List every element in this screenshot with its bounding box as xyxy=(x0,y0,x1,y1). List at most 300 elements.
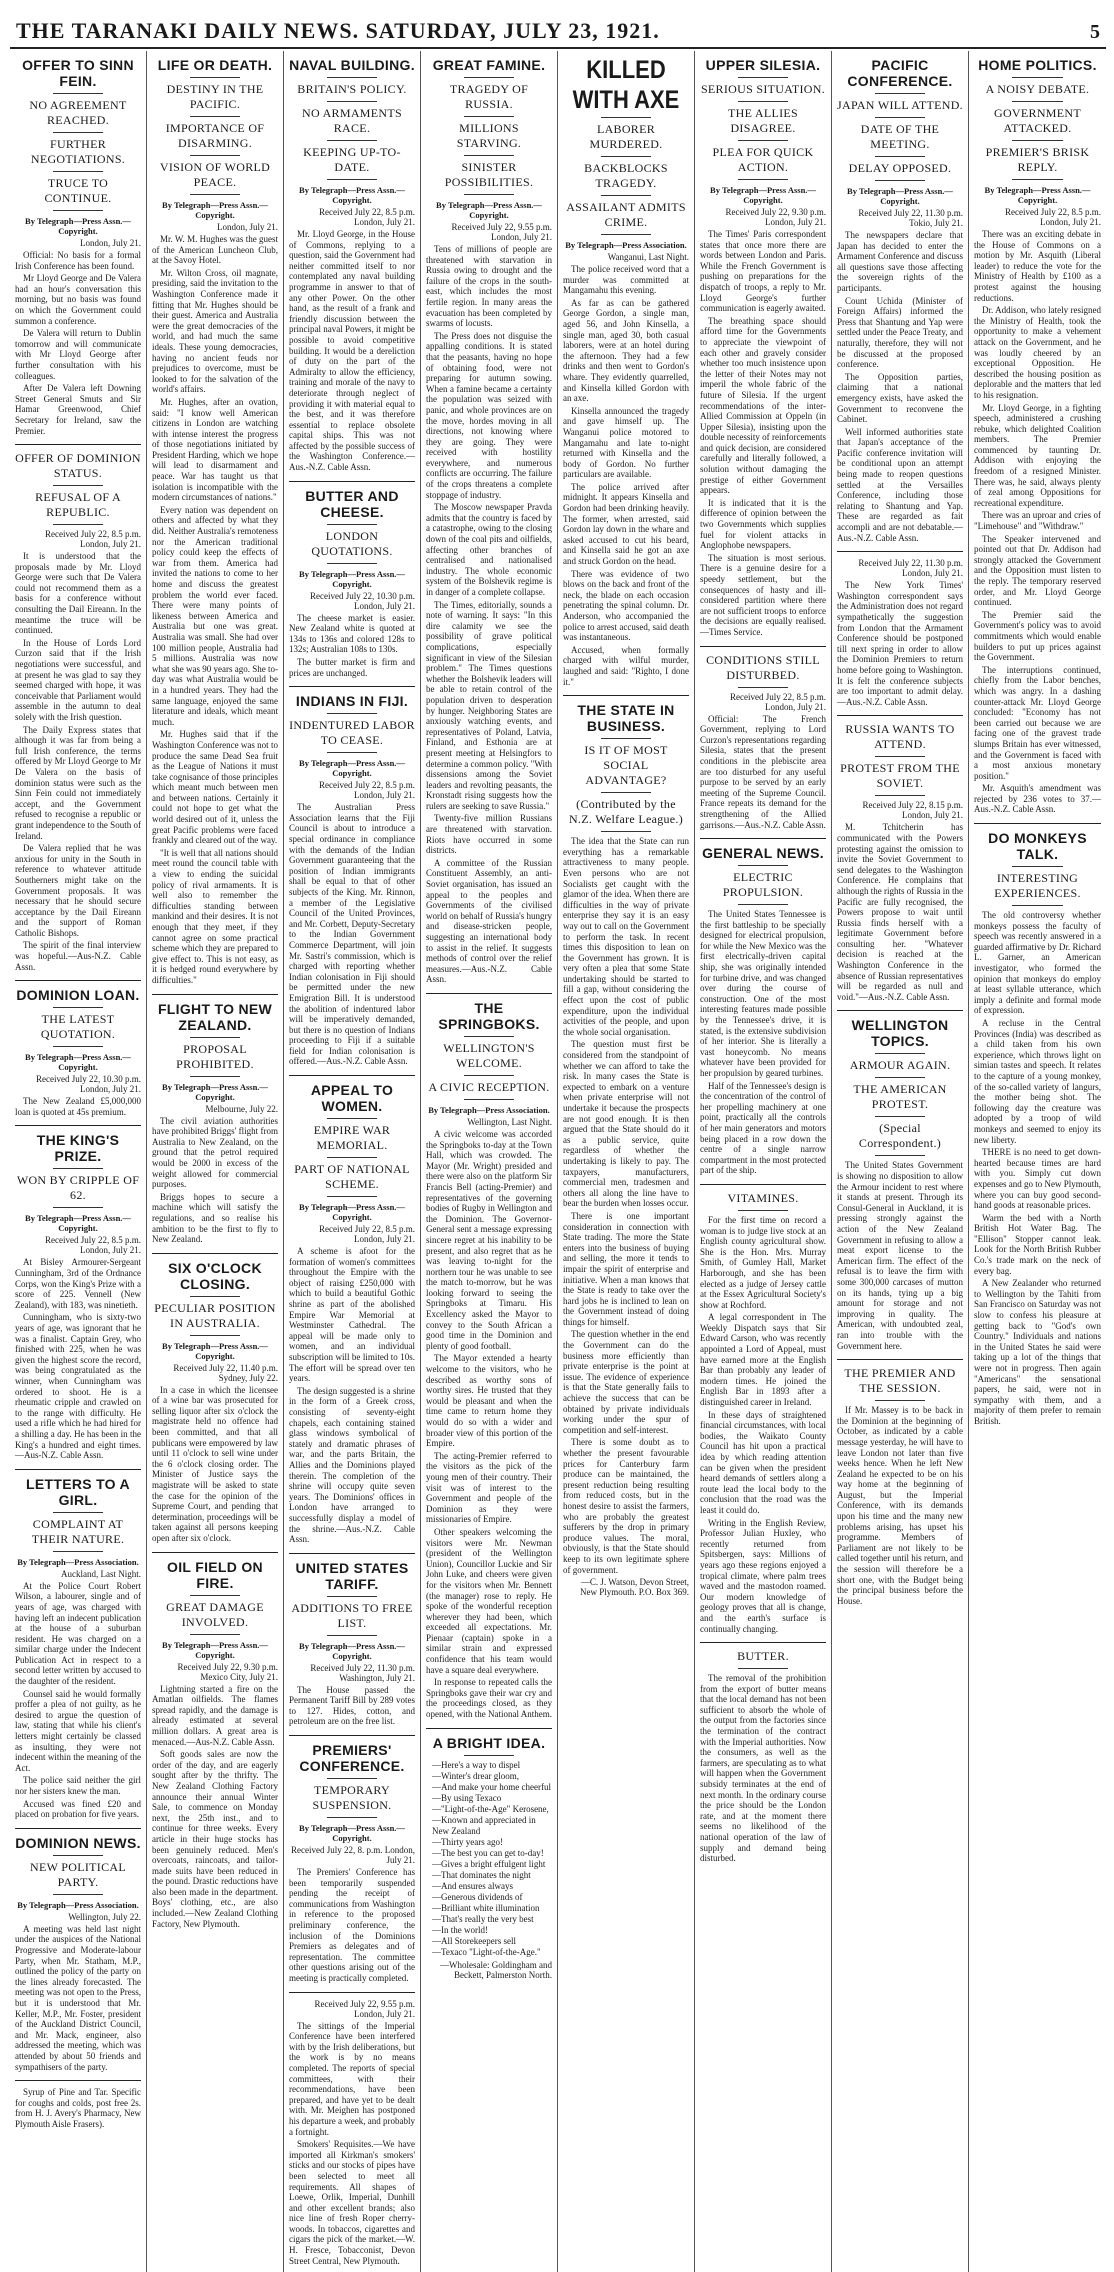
paragraph: In a case in which the licensee of a wine bar was prosecuted for selling liquor after six o'clock the magistrate held no offence had been committed, and that all publicans were empowered by law until 11 o'clock to sell wine under the 6 o'clock closing order. The Minister of Justice says the magistrate will be asked to state the case for the opinion of the Supreme Court, and pending that determination, proceedings will be taken against all persons keeping open after six o'clock. xyxy=(152,1384,278,1543)
subheading-rule xyxy=(1012,140,1063,141)
headline-rule xyxy=(190,1595,240,1596)
subheading-rule xyxy=(190,116,240,117)
byline: By Telegraph—Press Assn.—Copyright. xyxy=(25,1052,131,1073)
paragraph: A recluse in the Central Provinces (India) was described as a child taken from his own experience, which throws light on simian tastes and speech. It relates to the capture of a young monkey, of the so-called variety of langurs, the mother being shot. The following day the creature was adopted by a troop of wild monkeys and seemed to enjoy its new liberty. xyxy=(974,1018,1101,1145)
byline: By Telegraph—Press Assn.—Copyright. xyxy=(847,186,953,206)
advert-signature: —Wholesale: Goldingham and Beckett, Palmerston North. xyxy=(440,1959,552,1980)
article-divider xyxy=(837,715,963,716)
paragraph: Syrup of Pine and Tar. Specific for coughs and colds, post free 2s. from H. J. Avery's Pharmacy, New Plymouth Aisle Frasers). xyxy=(15,2087,141,2129)
article-divider xyxy=(426,993,552,994)
dateline: London, July 21. xyxy=(79,238,141,248)
headline-rule xyxy=(327,1596,377,1597)
paragraph: Well informed authorities state that Japan's acceptance of the Pacific conference invitation will be conditional upon an attempt being made to reopen questions settled at the Versailles Conference, including those relating to Shantung and Yap. These are regarded as fait accompli and are not debatable.—Aus.-N.Z. Cable Assn. xyxy=(837,426,963,543)
subheading-rule xyxy=(190,155,240,156)
article-divider xyxy=(289,1992,415,1993)
verse-line: —Gives a bright effulgent light xyxy=(432,1858,546,1869)
subheading-rule xyxy=(875,1400,925,1401)
paragraph: Official: No basis for a formal Irish Conference has been found. xyxy=(15,250,141,271)
paragraph: After De Valera left Downing Street General Smuts and Sir Hamar Greenwood, Chief Secretary for Ireland, saw the Premier. xyxy=(15,383,141,436)
dateline: Received July 22, 11.30 p.m. Washington, July 21. xyxy=(310,1662,415,1683)
subheading-rule xyxy=(875,117,925,118)
verse-line: —That dominates the night xyxy=(432,1869,531,1880)
paragraph: The removal of the prohibition from the export of butter means that the local demand has not been sufficient to absorb the whole of the output from the factories since the termination of the contract with the Imperial authorities. Now the consumers, as well as the farmers, are speculating as to what will happen when the Government subsidy terminates at the end of next month. In the ordinary course the price should be the London rate, and at the moment there seems no likelihood of the national operation of the law of supply and demand being disturbed. xyxy=(700,1673,826,1864)
paragraph: The police arrived after midnight. It appears Kinsella and Gordon had been drinking heavily. The former, when arrested, said Gordon lay down in the whare and asked accused to cut his beard, and Kinsella said he got an axe and struck Gordon on the head. xyxy=(563,481,689,567)
article xyxy=(426,57,552,994)
headline-rule xyxy=(327,1118,377,1119)
paragraph: If Mr. Massey is to be back in the Dominion at the beginning of October, as indicated by a cable message yesterday, he will have to leave London not later than five weeks hence. When he left New Zealand he expected to be on his way home at the beginning of August, but the Imperial Conference, with its demands upon his time and the many new problems arising, has upset his programme. Members of Parliament are not likely to be called together until his return, and the session will therefore be a short one, with the Budget being the principal business before the House. xyxy=(837,1405,963,1606)
paragraph: The Speaker intervened and pointed out that Dr. Addison had strongly attacked the Government and the Opposition must listen to the reply. The temporary reserved order, and Mr. Lloyd George continued. xyxy=(974,533,1101,608)
paragraph: The Premier said the Government's policy was to avoid commitments which would enable builders to put up prices against the Government. xyxy=(974,609,1101,663)
paragraph: There is some doubt as to whether the present favourable prices for Canterbury farm produce can be maintained, the present reduction being resulting from reduced costs, but in the honest desire to assist the farmers, who are probably the greatest sufferers by the drop in primary produce values. The moral, obviously, is that the State should keep to its own legitimate sphere of government. xyxy=(563,1437,689,1575)
subheading-rule xyxy=(875,1077,925,1078)
subheading-rule xyxy=(327,179,377,180)
headline: BUTTER AND CHEESE. xyxy=(305,487,399,520)
article-divider xyxy=(15,1125,141,1126)
subheading: TRUCE TO CONTINUE. xyxy=(44,176,112,205)
article xyxy=(426,1735,552,1980)
subheading-rule xyxy=(875,180,925,181)
subheading: DELAY OPPOSED. xyxy=(848,161,952,175)
verse-line: —And make your home cheerful xyxy=(432,1781,551,1792)
subheading: INTERESTING EXPERIENCES. xyxy=(994,871,1081,901)
paragraph: Cunningham, who is sixty-two years of age, was ignorant that he was a finalist. Captain Grey, who finished with 225, when he was given the highest score the record, was being congratulated as the winner, when Cunningham was ordered to shoot. He is a rheumatic cripple and crawled on to the range with difficulty. He used a rifle which he had hired for a shilling a day. He has been in the King's a hundred and eight times.—Aus-N.Z. Cable Assn. xyxy=(15,1312,141,1461)
dateline: Wanganui, Last Night. xyxy=(607,252,689,262)
headline-rule xyxy=(53,1512,103,1513)
subheading: WON BY CRIPPLE OF 62. xyxy=(16,1173,140,1203)
subheading-rule xyxy=(53,1894,103,1895)
headline: PACIFIC CONFERENCE. xyxy=(847,57,953,89)
article-divider xyxy=(152,1552,278,1553)
article xyxy=(700,845,826,1185)
paragraph: Mr. Hughes, after an ovation, said: "I know well American citizens in London are watching with intense interest the progress of those negotiations initiated by President Harding, which we hope will lead to disarmament and peace. War has taught us that isolation is incompatible with the modern circumstances of nations." xyxy=(152,396,278,503)
subheading: THE PREMIER AND THE SESSION. xyxy=(844,1366,956,1396)
article xyxy=(152,57,278,995)
paragraph: The Press does not disguise the appalling conditions. It is stated that the peasants, having no hope of obtaining food, were not preparing for autumn sowing. When a famine became a certainty the population was seized with panic, and whole provinces are on the move, hordes moving in all directions, not knowing where they are going. They were received with hostility everywhere, and numerous conflicts are occurring. The failure of the crops threatens a complete stoppage of industry. xyxy=(426,330,552,500)
subheading-rule xyxy=(464,1075,514,1076)
headline: THE KING'S PRIZE. xyxy=(36,1132,120,1165)
subheading-rule xyxy=(464,155,514,156)
article xyxy=(289,488,415,688)
subheading: EMPIRE WAR MEMORIAL. xyxy=(313,1123,391,1153)
headline-rule xyxy=(190,1037,240,1038)
dateline: Received July 22, 8.5 p.m. London, July 21. xyxy=(1005,207,1101,227)
byline: By Telegraph—Press Association. xyxy=(428,1104,550,1115)
subheading: SINISTER POSSIBILITIES. xyxy=(444,160,534,189)
article xyxy=(152,1260,278,1553)
paragraph: Accused was fined £20 and placed on probation for five years. xyxy=(15,1798,141,1820)
subheading: BUTTER. xyxy=(737,1649,789,1664)
paragraph: There was an exciting debate in the House of Commons on a motion by Mr. Asquith (Liberal leader) to reduce the vote for the Ministry of Health by £100 as a protest against the housing reductions. xyxy=(974,229,1101,303)
subheading-rule xyxy=(601,234,651,235)
article xyxy=(837,558,963,716)
verse-line: —All Storekeepers sell xyxy=(432,1935,516,1946)
paragraph: In these days of straightened financial circumstances, with local bodies, the Waikato County Council has hit upon a practical idea by which reading attention can be given when the president heard demands of settlers along a route lead the local body to the conclusion that the road was the least it could do. xyxy=(700,1409,826,1515)
dateline: Received July 22, 9.30 p.m. Mexico City, July 21. xyxy=(177,1661,278,1682)
subheading-rule xyxy=(738,1210,788,1211)
article xyxy=(426,1000,552,1729)
subheading-rule xyxy=(53,171,103,172)
subheading: IMPORTANCE OF DISARMING. xyxy=(165,121,265,150)
subheading-rule xyxy=(601,156,651,157)
verse-line: —Here's a way to dispel xyxy=(432,1759,521,1770)
headline-rule xyxy=(601,738,651,739)
headline-rule xyxy=(190,1296,240,1297)
subheading: PECULIAR POSITION IN AUSTRALIA. xyxy=(154,1300,276,1330)
column-8 xyxy=(969,51,1106,2272)
paragraph: The Mayor extended a hearty welcome to the visitors, who he described as worthy sons of worthy sires. He trusted that they would be pleasant and when the time came to return home they would do so with a wider and broader view of this portion of the Empire. xyxy=(426,1353,552,1449)
headline: UPPER SILESIA. xyxy=(705,57,821,73)
article xyxy=(700,1649,826,1864)
subheading: VITAMINES. xyxy=(727,1190,799,1205)
paragraph: The butter market is firm and prices are unchanged. xyxy=(289,657,415,678)
paragraph: "It is well that all nations should meet round the council table with a view to ending the suicidal policy of rival armaments. It is well also to remember the difficulties standing between mankind and their desires. It is not enough that they meet, if they cannot agree on some practical scheme which they are prepared to give effect to. This is not easy, as it is hedged round everywhere by difficulties." xyxy=(152,847,278,985)
paragraph: M. Tchitcherin has communicated with the Powers protesting against the omission to invite the Soviet Government to send delegates to the Washington Conference. He complains that although the rights of Russia in the Pacific are fully recognised, the Powers propose to wait until Russia finds herself with a legitimate Government before consulting her. "Whatever decision is reached at the Washington Conference in the absence of Russian representatives will be regarded as null and void."—Aus.-N.Z. Cable Assn. xyxy=(837,822,963,1002)
subheading: PROPOSAL PROHIBITED. xyxy=(176,1041,254,1071)
verse-line: —Thirty years ago! xyxy=(432,1836,503,1847)
headline: OFFER TO SINN FEIN. xyxy=(22,57,134,89)
paragraph: Count Uchida (Minister of Foreign Affairs) informed the Press that Shantung and Yap were settled under the Peace Treaty, and naturally, therefore, they will not be discussed at the proposed conference. xyxy=(837,295,963,370)
byline: By Telegraph—Press Assn.—Copyright. xyxy=(984,185,1091,205)
paragraph: A civic welcome was accorded the Springboks to-day at the Town Hall, which was crowded. The Mayor (Mr. Wright) presided and there were also on the platform Sir Francis Bell (acting-Premier) and representatives of the governing bodies of Rugby in Wellington and the Dominion. The Governor-General sent a message expressing sincere regret at his inability to be present, and also regret that as he was leaving to-night for the northern tour he was unable to see the match to-morrow, but he was looking forward to seeing the Springboks at Timaru. His Excellency asked the Mayor to convey to the South African a good time in the Dominion and plenty of good football. xyxy=(426,1128,552,1351)
subheading-rule xyxy=(327,563,377,564)
article xyxy=(563,55,689,696)
column-7 xyxy=(832,51,969,2272)
headline-rule xyxy=(53,93,103,94)
article-divider xyxy=(15,444,141,445)
dateline: Auckland, Last Night. xyxy=(61,1568,141,1579)
subheading-rule xyxy=(190,194,240,195)
byline: By Telegraph—Press Assn.—Copyright. xyxy=(436,200,542,220)
headline-rule xyxy=(875,93,925,94)
subheading: WELLINGTON'S WELCOME. xyxy=(443,1040,535,1070)
dateline: Received July 22, 8.5 p.m. London, July 21. xyxy=(319,1224,415,1245)
subheading: TEMPORARY SUSPENSION. xyxy=(312,1783,392,1813)
paragraph: The Opposition parties, claiming that a national emergency exists, have asked the Government to reconvene the Cabinet. xyxy=(837,371,963,425)
dateline: Wellington, Last Night. xyxy=(467,1116,552,1127)
paragraph: The acting-Premier referred to the visitors as the pick of the young men of their country. Their visit was of interest to the Government and people of the Dominion as they were missionaries of Empire. xyxy=(426,1450,552,1525)
article-divider xyxy=(15,980,141,981)
dateline: Received July 22, 11.30 p.m. Tokio, July 21. xyxy=(858,208,963,228)
paragraph: It is indicated that it is the difference of opinion between the two Governments which supplies fuel for violent attacks in Anglophobe newspapers. xyxy=(700,497,826,551)
subheading: NO AGREEMENT REACHED. xyxy=(29,98,127,127)
article-divider xyxy=(289,686,415,687)
subheading-rule xyxy=(190,1634,240,1635)
paragraph: The spirit of the final interview was hopeful.—Aus-N.Z. Cable Assn. xyxy=(15,940,141,972)
headline-rule xyxy=(738,865,788,866)
article-divider xyxy=(974,823,1101,824)
headline-rule xyxy=(53,1855,103,1856)
paragraph: A scheme is afoot for the formation of women's committees throughout the Empire with the object of raising £250,000 with which to build a beautiful Gothic shrine as part of the abolished Empire War Memorial at Westminster Cathedral. The appeal will be made only to women, and an individual subscription will be limited to 10s. The effort will be spread over ten years. xyxy=(289,1246,415,1384)
subheading: COMPLAINT AT THEIR NATURE. xyxy=(31,1516,125,1546)
paragraph: Mr. Asquith's amendment was rejected by 236 votes to 37.—Aus.-N.Z. Cable Assn. xyxy=(974,783,1101,815)
dateline: Received July 22, 9.30 p.m. London, July 21. xyxy=(725,207,826,227)
paragraph: THERE is no need to get down-hearted because times are hard with you. Simply cut down expenses and go to New Plymouth, where you can buy good second-hand goods at reasonable prices. xyxy=(974,1147,1101,1211)
paragraph: The Moscow newspaper Pravda admits that the country is faced by a catastrophe, owing to the closing down of the coal pits and oilfields, affecting other branches of centralised and nationalised industry. The whole economic system of the Bolshevik regime is in danger of a complete collapse. xyxy=(426,502,552,597)
paragraph: The police said neither the girl nor her sisters knew the man. xyxy=(15,1775,141,1796)
paragraph: There was evidence of two blows on the back and front of the neck, the blade on each occasion penetrating the spinal column. Dr. Anderson, who accompanied the police to arrest accused, said death was instantaneous. xyxy=(563,568,689,643)
paragraph: There is one important consideration in connection with State trading. The more the State enters into the business of buying and selling, the more it tends to impair the spirit of enterprise and initiative. When a man knows that the State is ready to take over the hard jobs he is inclined to lean on the Government instead of doing things for himself. xyxy=(563,1210,689,1327)
subheading-rule xyxy=(190,1076,240,1077)
headline: HOME POLITICS. xyxy=(978,57,1097,73)
paragraph: Warm the bed with a North British Hot Water Bag. The "Ellison" Stopper cannot leak. Look for the North British Rubber Co.'s trade mark on the neck of every bag. xyxy=(974,1212,1101,1276)
paragraph: Dr. Addison, who lately resigned the Ministry of Health, took the opportunity to make a vehement attack on the Government, and he was loudly cheered by an exceptional Opposition. He described the housing position as deplorable and the matters that led to his resignation. xyxy=(974,305,1101,400)
paragraph: A legal correspondent in The Weekly Dispatch says that Sir Edward Carson, who was recently appointed a Lord of Appeal, must have earned more at the English Bar than probably any leader of modern times. He joined the English Bar in 1893 after a distinguished career in Ireland. xyxy=(700,1312,826,1408)
article xyxy=(700,1191,826,1643)
subheading: A NOISY DEBATE. xyxy=(985,82,1090,96)
paragraph: The New York Times' Washington correspondent says the Administration does not regard sympathetically the suggestion from London that the Armament Conference should be postponed till next spring in order to allow the Dominion Premiers to return home before going to Washington. It is felt the conference subjects are too important to admit delay.—Aus.-N.Z. Cable Assn. xyxy=(837,580,963,707)
subheading-rule xyxy=(53,524,103,525)
subheading-rule xyxy=(53,485,103,486)
subheading: DESTINY IN THE PACIFIC. xyxy=(166,82,264,111)
subheading: CONDITIONS STILL DISTURBED. xyxy=(706,652,820,682)
article xyxy=(15,987,141,1126)
subheading-rule xyxy=(190,1335,240,1336)
headline: SIX O'CLOCK CLOSING. xyxy=(168,1259,262,1292)
dateline: Received July 22, 11.30 p.m. London, July 21. xyxy=(858,558,963,579)
subheading: (Contributed by the N.Z. Welfare League.) xyxy=(568,797,684,827)
byline: By Telegraph—Press Association. xyxy=(17,1556,139,1567)
column-1 xyxy=(10,51,147,2272)
verse-line: —Brilliant white illumination xyxy=(432,1902,540,1913)
subheading: THE LATEST QUOTATION. xyxy=(40,1012,116,1042)
subheading: PLEA FOR QUICK ACTION. xyxy=(712,145,814,174)
subheading: MILLIONS STARVING. xyxy=(456,121,522,150)
paragraph: Mr. Wilton Cross, oil magnate, presiding, said the invitation to the Washington Conference made it fitting that Mr. Hughes should be their guest. America and Australia were the great democracies of the world, and had much the same ideals. These young democracies, having no ancient feuds nor prejudices to overcome, must be looked to for the salvation of the world's affairs. xyxy=(152,267,278,395)
article-divider xyxy=(289,1075,415,1076)
subheading: FURTHER NEGOTIATIONS. xyxy=(30,137,126,166)
headline: LIFE OR DEATH. xyxy=(157,57,273,73)
subheading-rule xyxy=(1012,101,1063,102)
column-6 xyxy=(695,51,832,2272)
article-divider xyxy=(289,1553,415,1554)
headline: GENERAL NEWS. xyxy=(702,845,824,862)
paragraph: Writing in the English Review, Professor Julian Huxley, who recently returned from Spitsbergen, says: Millions of years ago these regions enjoyed a tropical climate, where palm trees waved and the mastodon roamed. Our modern knowledge of geology proves that all is change, and the earth's surface is continually changing. xyxy=(700,1517,826,1634)
paragraph: A meeting was held last night under the auspices of the National Progressive and Moderate-labour Party, when Mr. Statham, M.P., outlined the policy of the party on the lines already forecasted. The meeting was not open to the Press, but it is understood that Mr. Keller, M.P., Mr. Foster, president of the Auckland District Council, and Mr. Mack, engineer, also addressed the meeting, which was attended by about 50 friends and sympathisers of the party. xyxy=(15,1923,141,2072)
headline-rule xyxy=(1012,77,1063,78)
dateline: Received July 22, 8.5 p.m. London, July 21. xyxy=(730,691,826,712)
article xyxy=(15,57,141,445)
verse-line: —Known and appreciated in New Zealand xyxy=(432,1814,536,1836)
byline: By Telegraph—Press Association. xyxy=(17,1899,139,1910)
article xyxy=(289,1999,415,2267)
subheading-rule xyxy=(53,132,103,133)
paragraph: Lightning started a fire on the Amatlan oilfields. The flames spread rapidly, and the damage is already estimated at several million dollars. A great area is menaced.—Aus-N.Z. Cable Assn. xyxy=(152,1683,278,1747)
headline: WELLINGTON TOPICS. xyxy=(851,1017,949,1050)
subheading: NO ARMAMENTS RACE. xyxy=(302,106,402,135)
paragraph: Mr. Hughes said that if the Washington Conference was not to produce the same Dead Sea fruit as the League of Nations it must take cognisance of those principles which meant much between men and between nations. Certainly it could not hope to get what the world desired out of it, unless the great Pacific problems were faced frankly and cleared out of the way. xyxy=(152,729,278,846)
subheading-rule xyxy=(327,1817,377,1818)
verse-line: —Texaco "Light-of-the-Age." xyxy=(432,1946,541,1957)
paragraph: The Daily Express states that although it was far from being a full Irish conference, the terms offered by Mr Lloyd George to Mr De Valera on the basis of dominion status were such as the Sinn Fein could not immediately accept, and the Government refused to recognise a republic or grant independence to the South of Ireland. xyxy=(15,724,141,841)
page-number: 5 xyxy=(1090,21,1100,43)
subheading: BACKBLOCKS TRAGEDY. xyxy=(584,161,668,190)
subheading: INDENTURED LABOR TO CEASE. xyxy=(289,718,415,748)
paragraph: Tens of millions of people are threatened with starvation in Russia owing to drought and the failure of the crops in the south-east, which includes the most fertile region. In many areas the evacuation has been completed by swarms of locusts. xyxy=(426,244,552,329)
byline: By Telegraph—Press Assn.—Copyright. xyxy=(299,1823,405,1844)
subheading: TRAGEDY OF RUSSIA. xyxy=(449,82,529,111)
headline-rule xyxy=(875,1053,925,1054)
subheading-rule xyxy=(738,687,788,688)
subheading: LABORER MURDERED. xyxy=(589,122,663,151)
headline: PREMIERS' CONFERENCE. xyxy=(299,1742,405,1775)
paragraph: Mr. Lloyd George, in the House of Commons, replying to a question, said the Government had neither committed itself to nor contemplated any naval building programme in answer to that of any other Power. On the other hand, as the result of a frank and friendly discussion between the principal naval Powers, it might be possible to avoid competitive building. It would be a dereliction of duty on the part of the Admiralty to allow the efficiency, training and morale of the navy to deteriorate through neglect of providing it with material equal to the best, and it was therefore essential to replace obsolete capital ships. This was not affected by the possible success of the Washington Conference.—Aus.-N.Z. Cable Assn. xyxy=(289,229,415,473)
article-divider xyxy=(152,1253,278,1254)
headline-rule xyxy=(53,1007,103,1008)
advert-verse xyxy=(432,1760,552,1958)
headline: OIL FIELD ON FIRE. xyxy=(167,1558,263,1591)
subheading-rule xyxy=(327,140,377,141)
article xyxy=(15,1476,141,1829)
paragraph: Accused, when formally charged with wilful murder, laughed and said: "Righto, I done it." xyxy=(563,644,689,687)
subheading-rule xyxy=(464,194,514,195)
subheading: JAPAN WILL ATTEND. xyxy=(837,98,963,112)
subheading-rule xyxy=(327,101,377,102)
paragraph: The cheese market is easier. New Zealand white is quoted at 134s to 136s and colored 128s to 132s; Australian 108s to 130s. xyxy=(289,612,415,655)
headline: NAVAL BUILDING. xyxy=(289,57,415,73)
subheading-rule xyxy=(327,1196,377,1197)
paragraph: The United States Government is showing no disposition to allow the Armour incident to rest where it stands at present. Through its Consul-General in Auckland, it is pressing strongly against the action of the New Zealand Government in refusing to allow a meat export license to the American firm. The effect of the refusal is to leave the firm with some 300,000 carcases of mutton on its hands, tying up a big amount for storage and not improving in quality. The American, with undoubted zeal, ran into trouble with the Government here. xyxy=(837,1160,963,1351)
verse-line: —Generous dividends of xyxy=(432,1891,523,1902)
byline: By Telegraph—Press Assn.—Copyright. xyxy=(299,568,405,589)
columns-grid xyxy=(10,51,1106,2266)
subheading: ARMOUR AGAIN. xyxy=(849,1058,951,1073)
byline: By Telegraph—Press Association. xyxy=(565,240,687,250)
dateline: Received July 22, 10.30 p.m. London, July 21. xyxy=(310,590,415,611)
subheading-rule xyxy=(875,1116,925,1117)
paragraph: The civil aviation authorities have prohibited Briggs' flight from Australia to New Zealand, on the ground that the petrol required would be 2000 in excess of the weight allowed for commercial purposes. xyxy=(152,1115,278,1190)
paragraph: The police received word that a murder was committed at Mangamahu this evening. xyxy=(563,264,689,296)
paragraph: The interruptions continued, chiefly from the Labor benches, which was angry. In a dashing counter-attack Mr. Lloyd George concluded: "Economy has not been carried out because we are facing one of the gravest trade slumps Britain has ever witnessed, and the Government is faced with a most anxious monetary position." xyxy=(974,664,1101,781)
byline: By Telegraph—Press Assn.—Copyright. xyxy=(25,1213,131,1234)
headline: UNITED STATES TARIFF. xyxy=(295,1559,409,1592)
verse-line: —That's really the very best xyxy=(432,1913,534,1924)
paragraph: Half of the Tennessee's design is the concentration of the control of her propelling machinery at one point, practically all the controls of her main generators and motors being placed in a row down the centre of a single narrow compartment in the most protected part of the ship. xyxy=(700,1080,826,1176)
verse-line: —By using Texaco xyxy=(432,1792,502,1803)
article xyxy=(837,57,963,552)
headline: THE SPRINGBOKS. xyxy=(438,999,540,1032)
subheading-rule xyxy=(875,156,925,157)
subheading-rule xyxy=(327,1635,377,1636)
headline-rule xyxy=(601,117,651,118)
headline-rule xyxy=(327,77,377,78)
dateline: Received July 22, 9.55 p.m. London, July 21. xyxy=(451,222,552,242)
headline: INDIANS IN FIJI. xyxy=(295,693,409,710)
paragraph: At Bisley Armourer-Sergeant Cunningham, 3rd of the Ordnance Corps, won the King's Prize with a score of 225. Vennell (New Zealand), with 183, was ninetieth. xyxy=(15,1257,141,1310)
subheading: KEEPING UP-TO-DATE. xyxy=(303,145,401,174)
paragraph: At the Police Court Robert Wilson, a labourer, single and of years of age, was charged with having left an indecent publication at the house of a suburban resident. He was charged on a similar charge under the Indecent Publication Act in respect to a second letter written by accused to the daughter of the resident. xyxy=(15,1580,141,1687)
subheading-rule xyxy=(464,1099,514,1100)
paragraph: Counsel said he would formally proffer a plea of not guilty, as he desired to argue the question of law, stating that while his client's letters might certainly be classed as insulting, they were not indecent within the meaning of the Act. xyxy=(15,1688,141,1773)
headline-rule xyxy=(327,524,377,525)
dateline: Received July 22, 10.30 p.m. London, July 21. xyxy=(36,1074,141,1095)
subheading: IS IT OF MOST SOCIAL ADVANTAGE? xyxy=(584,743,668,788)
paragraph: Other speakers welcoming the visitors were Mr. Newman (president of the Wellington Union), Councillor Luckie and Sir John Luke, and cheers were given for the visitors when Mr. Bennett (the manager) rose to reply. He spoke of the wonderful reception wherever they had been, which exceeded all expectations. Mr. Pienaar (captain) spoke in a similar strain and expressed confidence that his team would have a square deal everywhere. xyxy=(426,1526,552,1675)
paragraph: For the first time on record a woman is to judge live stock at an English county agricultural show. She is the Hon. Mrs. Murray Smith, of Gumley Hall, Market Harborough, and she has been elected as a judge of Jersey cattle at the Essex Agricultural Society's show at Rochford. xyxy=(700,1214,826,1310)
subheading: ASSAILANT ADMITS CRIME. xyxy=(566,200,686,229)
subheading-rule xyxy=(738,1668,788,1669)
paragraph: The Australian Press Association learns that the Fiji Council is about to introduce a special ordinance in compliance with the demands of the Indian Government guaranteeing that the position of Indian immigrants shall be equal to that of other subjects of the King. Mr. Rinnon, a member of the Legislative Council of the United Provinces, and Mr. Corbett, Deputy-Secretary to the Indian Government Commerce Department, will join Mr. Sastri's commission, which is charged with reporting whether Indian colonisation in Fiji should be permitted under the new Emigration Bill. It is understood the abolition of indentured labor will be imperatively demanded, but there is no question of Indians proceeding to Fiji if a suitable field for Indian colonisation is offered.—Aus.-N.Z. Cable Assn. xyxy=(289,802,415,1067)
article xyxy=(974,57,1101,824)
subheading: PROTEST FROM THE SOVIET. xyxy=(840,761,960,791)
headline-rule xyxy=(464,77,514,78)
dateline: Received July 22, 9.55 p.m. London, July 21. xyxy=(314,1998,415,2019)
dateline: Melbourne, July 22. xyxy=(205,1103,278,1114)
dateline: Received July 22, 8.5 p.m. London, July 21. xyxy=(319,207,415,227)
dateline: Wellington, July 22. xyxy=(68,1911,141,1922)
advert-signature: —C. J. Watson, Devon Street, New Plymouth. P.O. Box 369. xyxy=(579,1577,689,1598)
byline: By Telegraph—Press Assn.—Copyright. xyxy=(299,1640,405,1661)
byline: By Telegraph—Press Assn.—Copyright. xyxy=(299,1202,405,1223)
byline: By Telegraph—Press Assn.—Copyright. xyxy=(162,1340,268,1361)
verse-line: —And ensures always xyxy=(432,1880,513,1891)
paragraph: The New Zealand £5,000,000 loan is quoted at 45s premium. xyxy=(15,1096,141,1117)
dateline: Received July 22, 8.5 p.m. London, July 21. xyxy=(45,1235,141,1256)
paragraph: Briggs hopes to secure a machine which will satisfy the regulations, and so realise his ambition to be the first to fly to New Zealand. xyxy=(152,1191,278,1245)
article-divider xyxy=(426,1728,552,1729)
subheading: REFUSAL OF A REPUBLIC. xyxy=(35,490,121,520)
headline-rule xyxy=(190,77,240,78)
paragraph: The Times, editorially, sounds a note of warning. It says: "In this dire calamity we see the possibility of grave political complications, especially significant in view of the Silesian problem." The Times questions whether the Bolshevik leaders will be able to retain control of the population driven to desperation by hunger. Neighboring States are anxiously watching events, and representatives of Poland, Latvia, Finland, and Esthonia are at present meeting at Helsingfors to determine a common policy. "With dissensions among the Soviet leaders and revolting peasants, the Kronstadt rising suggests how the rulers are seeking to save Russia." xyxy=(426,599,552,811)
subheading-rule xyxy=(738,140,788,141)
paragraph: A committee of the Russian Constituent Assembly, an anti-Soviet organisation, has issued an appeal to the peoples and Governments of the civilised world on behalf of Russia's hungry and disease-stricken people, suggesting an international body to assist in the relief. It suggests methods of control over the relief measures.—Aus.-N.Z. Cable Assn. xyxy=(426,857,552,985)
byline: By Telegraph—Press Assn.—Copyright. xyxy=(25,216,131,236)
subheading-rule xyxy=(875,795,925,796)
headline-rule xyxy=(464,1036,514,1037)
article-divider xyxy=(152,994,278,995)
paragraph: There was an uproar and cries of "Limehouse" and "Withdraw." xyxy=(974,510,1101,532)
article xyxy=(974,830,1101,1427)
subheading: THE AMERICAN PROTEST. xyxy=(853,1082,947,1112)
headline: KILLED WITH AXE xyxy=(572,55,680,114)
article-divider xyxy=(700,1642,826,1643)
masthead-title: THE TARANAKI DAILY NEWS. SATURDAY, JULY 23, 1921. xyxy=(16,18,660,43)
subheading: (Special Correspondent.) xyxy=(858,1121,942,1151)
headline-rule xyxy=(738,77,788,78)
article-divider xyxy=(837,1010,963,1011)
headline-rule xyxy=(464,1755,514,1756)
paragraph: The design suggested is a shrine in the form of a Greek cross, consisting of seventy-eight chapels, each containing stained glass windows symbolical of stately and dramatic phrases of war, and the parts Britain, the Allies and the Dominions played therein. The completion of the shrine will occupy quite seven years. The Dominions' offices in London have arranged to successfully display a model of the shrine.—Aus.-N.Z. Cable Assn. xyxy=(289,1385,415,1545)
masthead xyxy=(10,18,1106,49)
paragraph: De Valera replied that he was anxious for unity in the South in reference to whatever attitude Southerners might take on the Government proposals. It was necessary that he should secure acceptance by the Dail Eireann and the support of Roman Catholic Bishops. xyxy=(15,843,141,938)
article xyxy=(837,1366,963,1606)
paragraph: The idea that the State can run everything has a remarkable attractiveness to many people. Even persons who are not Socialists get caught with the glamor of the idea. When there are difficulties in the way of private enterprise they say it is an easy way out to call on the Government to perform the task. In recent times this disposition to lean on the Government has grown. It is very often a plea that some State undertaking should be started to fill a gap, without considering the effect upon the cost of public expenditure, upon the individual activities of the people, and upon the whole social organisation. xyxy=(563,836,689,1037)
article-divider xyxy=(837,1359,963,1360)
headline: DOMINION NEWS. xyxy=(15,1834,141,1851)
dateline: Received July 22, 8.5 p.m. London, July 21. xyxy=(319,780,415,801)
subheading-rule xyxy=(875,1155,925,1156)
subheading-rule xyxy=(738,101,788,102)
paragraph: A New Zealander who returned to Wellington by the Tahiti from San Francisco on Saturday was not slow to confess his pleasure at getting back to "God's own Country." Individuals and nations in the United States he said were taking up a lot of the things that were not in progress. Then again "Americans" the sensational papers, he said, were not in sympathy with them, and a majority of them prefer to remain British. xyxy=(974,1278,1101,1426)
headline-rule xyxy=(1012,866,1063,867)
subheading: GREAT DAMAGE INVOLVED. xyxy=(166,1599,264,1629)
headline: THE STATE IN BUSINESS. xyxy=(577,702,675,735)
subheading-rule xyxy=(738,179,788,180)
article xyxy=(837,722,963,1011)
paragraph: The Premiers' Conference has been temporarily suspended pending the receipt of communications from Washington in reference to the proposed preliminary conference, the inclusion of the Dominions Premiers as delegates and of representation. The committee other questions arising out of the meeting is practically completed. xyxy=(289,1867,415,1983)
article-divider xyxy=(289,481,415,482)
paragraph: Smokers' Requisites.—We have imported all Kirkman's smokers' sticks and our stocks of pipes have been selected to meet all requirements. All shapes of Loewe, Orlik, Imperial, Dunhill and other excellent brands; also nice line of fresh Roper cherry-woods. In tobaccos, cigarettes and cigars the pick of the market.—W. H. Fresce, Tobacconist, Devon Street Central, New Plymouth. xyxy=(289,2139,415,2266)
article-divider xyxy=(563,695,689,696)
column-5 xyxy=(558,51,695,2272)
headline: DOMINION LOAN. xyxy=(16,987,140,1004)
byline: By Telegraph—Press Assn.—Copyright. xyxy=(162,1639,268,1660)
article xyxy=(289,1742,415,1993)
article xyxy=(289,1560,415,1736)
subheading-rule xyxy=(327,752,377,753)
headline: FLIGHT TO NEW ZEALAND. xyxy=(157,1000,273,1033)
dateline: Received July 22, 8.15 p.m. London, July 21. xyxy=(862,800,963,821)
subheading-rule xyxy=(53,210,103,211)
